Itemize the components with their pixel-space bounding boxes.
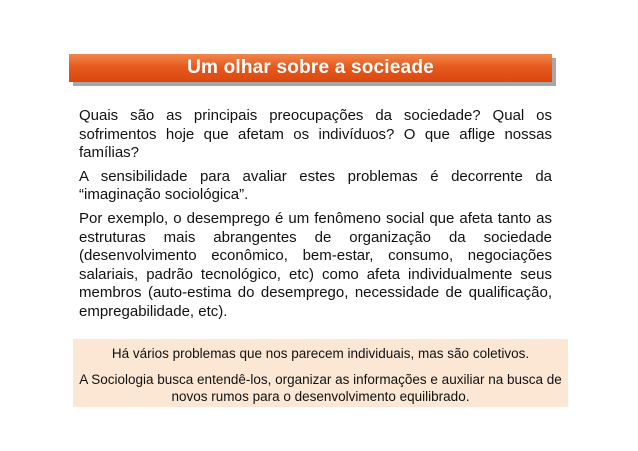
body-text (79, 107, 552, 327)
highlight-line-sociology: A Sociologia busca entendê-los, organizar as informações e auxiliar na busca de novos rumos para o desenvolvimento equilibrado. (79, 372, 562, 404)
paragraph-example: Por exemplo, o desemprego é um fenômeno social que afeta tanto as estruturas mais abrangentes de organização da sociedade (desenvolvimento econômico, bem-estar, consumo, negociações salariais, padrão tecnológico, etc) como afeta individualmente seus membros (auto-estima do desemprego, necessidade de qualificação, empregabilidade, etc). (79, 209, 552, 320)
highlight-box (73, 339, 568, 407)
highlight-line-collective: Há vários problemas que nos parecem individuais, mas são coletivos. (111, 346, 530, 361)
paragraph-questions: Quais são as principais preocupações da sociedade? Qual os sofrimentos hoje que afetam os indivíduos? O que aflige nossas famílias? (79, 107, 552, 162)
title-bar (69, 54, 552, 82)
slide-title: Um olhar sobre a socieade (187, 57, 434, 78)
paragraph-sensibility: A sensibilidade para avaliar estes problemas é decorrente da “imaginação sociológica”. (79, 167, 552, 204)
